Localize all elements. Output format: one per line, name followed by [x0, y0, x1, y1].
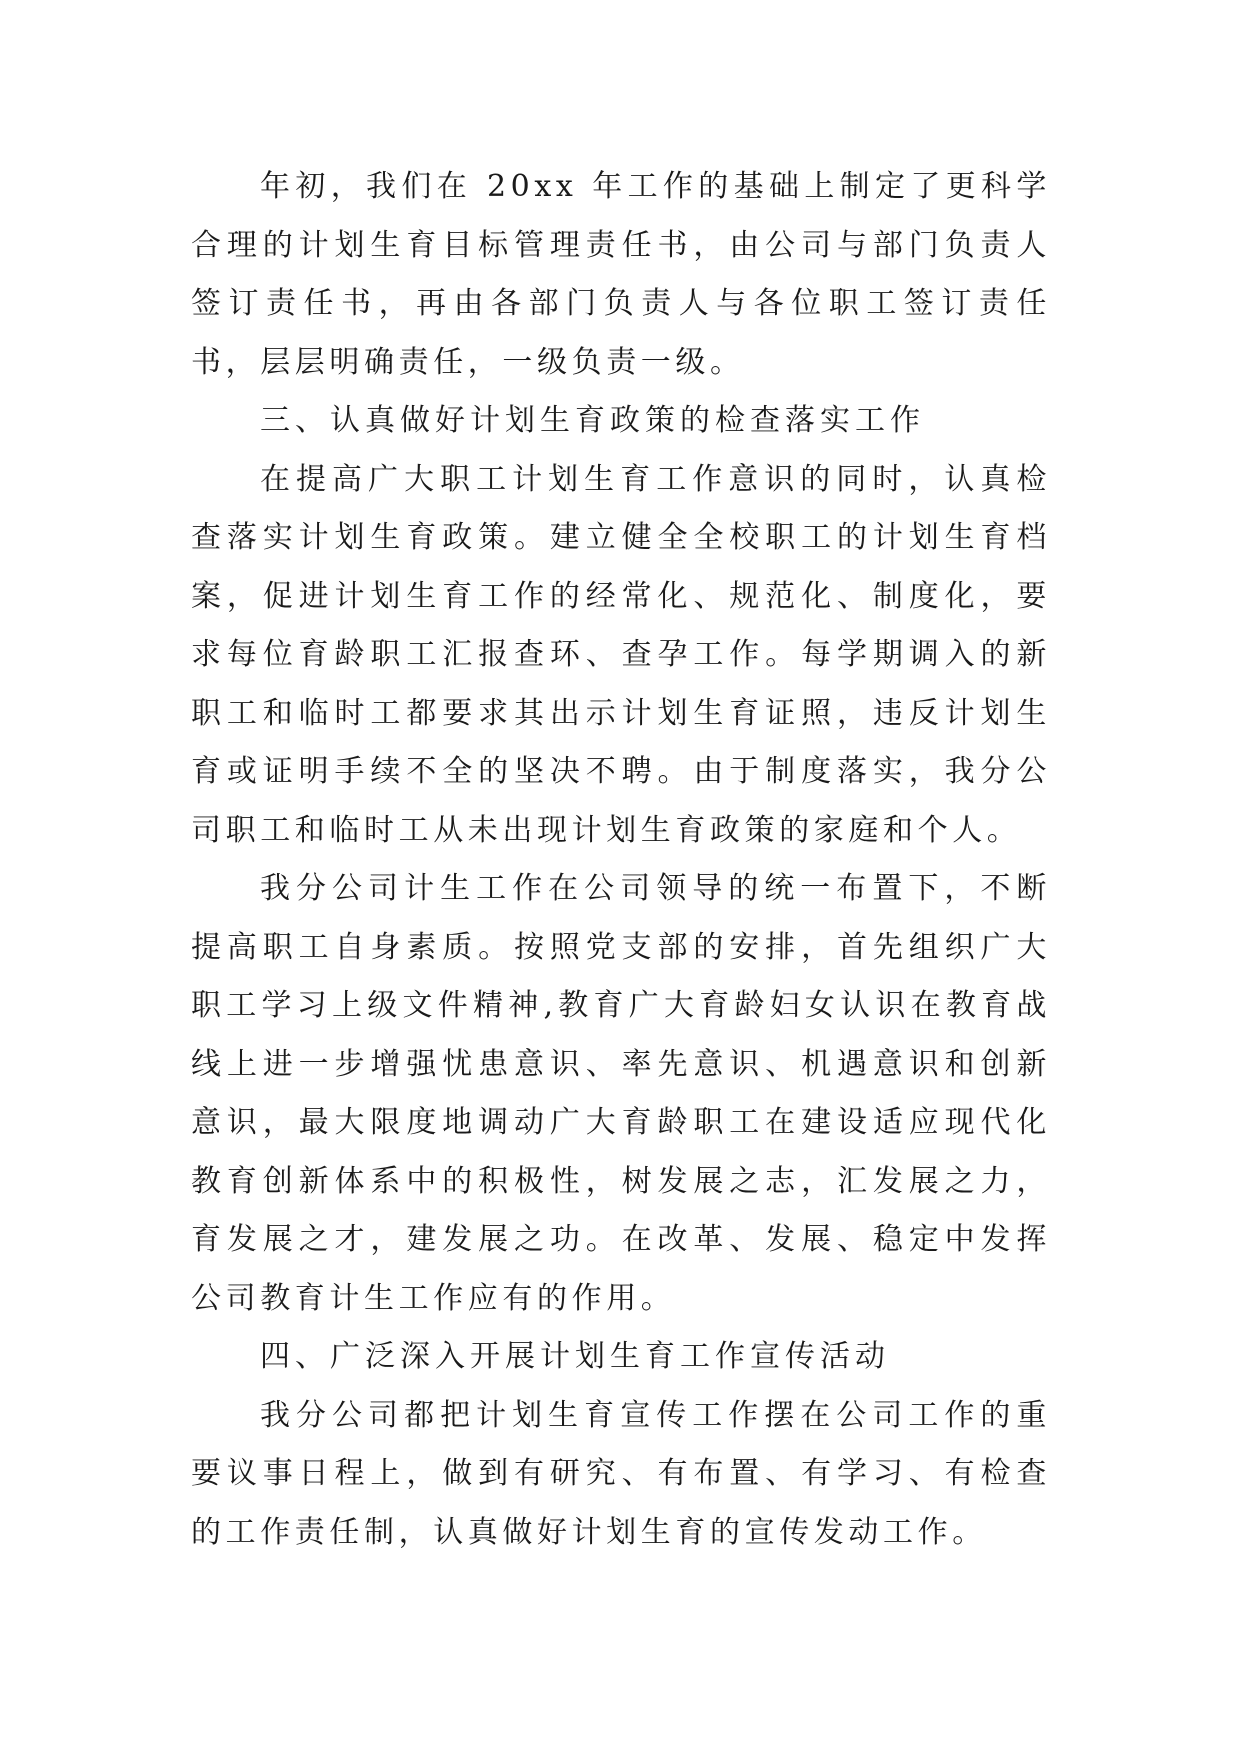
paragraph-staff-quality: 我分公司计生工作在公司领导的统一布置下，不断提高职工自身素质。按照党支部的安排，首先组织广大职工学习上级文件精神,教育广大育龄妇女认识在教育战线上进一步增强忧患意识、率先意识、机遇意识和创新意识，最大限度地调动广大育龄职工在建设适应现代化教育创新体系中的积极性，树发展之志，汇发展之力，育发展之才，建发展之功。在改革、发展、稳定中发挥公司教育计生工作应有的作用。: [191, 871, 1051, 1316]
paragraph-responsibility: 年初，我们在 20xx 年工作的基础上制定了更科学合理的计划生育目标管理责任书，由公司与部门负责人签订责任书，再由各部门负责人与各位职工签订责任书，层层明确责任，一级负责一级。: [191, 169, 1051, 380]
paragraph-publicity: 我分公司都把计划生育宣传工作摆在公司工作的重要议事日程上，做到有研究、有布置、有学习、有检查的工作责任制，认真做好计划生育的宣传发动工作。: [191, 1397, 1051, 1550]
paragraph-policy-inspection: 在提高广大职工计划生育工作意识的同时，认真检查落实计划生育政策。建立健全全校职工的计划生育档案，促进计划生育工作的经常化、规范化、制度化，要求每位育龄职工汇报查环、查孕工作。每学期调入的新职工和临时工都要求其出示计划生育证照，违反计划生育或证明手续不全的坚决不聘。由于制度落实，我分公司职工和临时工从未出现计划生育政策的家庭和个人。: [191, 461, 1051, 848]
section-heading-3: 三、认真做好计划生育政策的检查落实工作: [260, 403, 925, 438]
section-heading-4: 四、广泛深入开展计划生育工作宣传活动: [260, 1339, 890, 1374]
document-body: [191, 158, 1051, 1562]
